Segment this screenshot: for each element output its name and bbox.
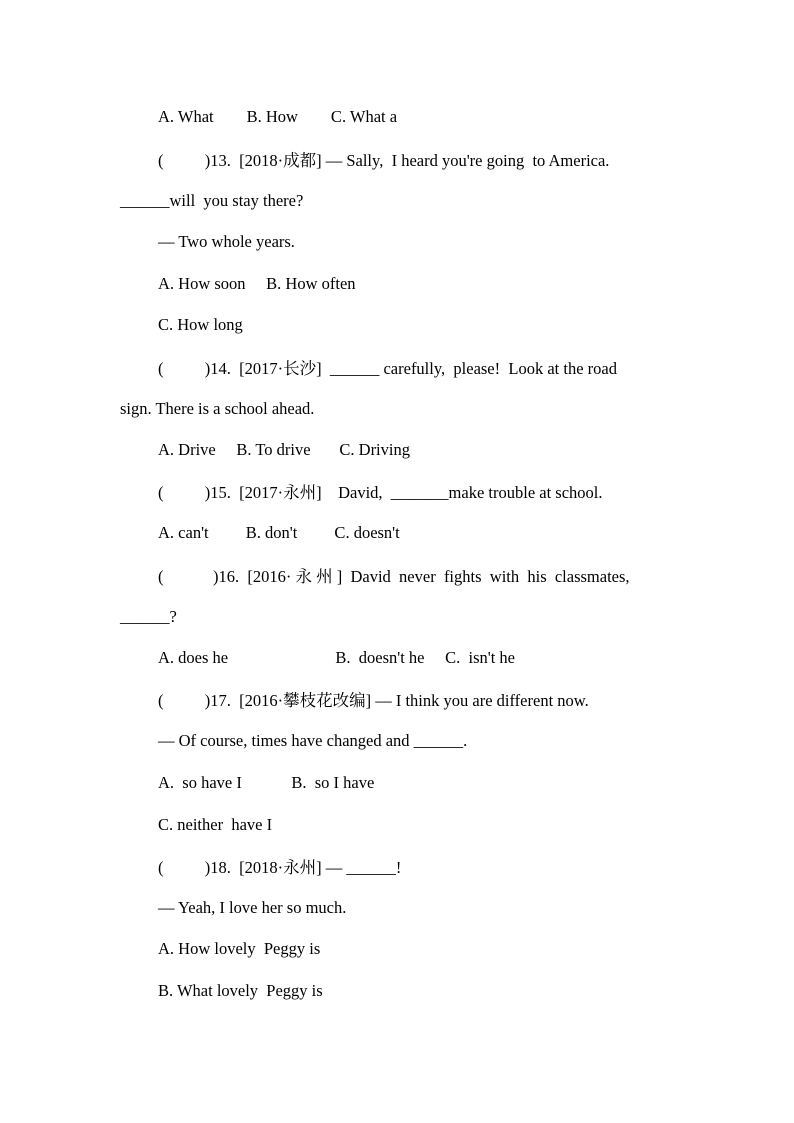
q17-option-c: C. neither have I bbox=[158, 815, 273, 834]
q13-options-ab: A. How soon B. How often bbox=[158, 274, 356, 293]
q15-options: A. can't B. don't C. doesn't bbox=[158, 523, 400, 542]
q17-stem: ( )17. [2016·攀枝花改编] — I think you are different now. bbox=[158, 691, 589, 710]
q16-options: A. does he B. doesn't he C. isn't he bbox=[158, 648, 516, 667]
q14-stem-continued: sign. There is a school ahead. bbox=[120, 399, 315, 418]
q17-reply: — Of course, times have changed and ______. bbox=[158, 731, 468, 750]
q18-option-a: A. How lovely Peggy is bbox=[158, 939, 321, 958]
q15-stem: ( )15. [2017·永州] David, _______make trouble at school. bbox=[158, 483, 603, 502]
q13-reply: — Two whole years. bbox=[158, 232, 295, 251]
q13-option-c: C. How long bbox=[158, 315, 243, 334]
q14-stem: ( )14. [2017·长沙] ______ carefully, please! Look at the road bbox=[158, 359, 617, 378]
q16-stem-continued: ______? bbox=[120, 607, 177, 626]
q17-options-ab: A. so have I B. so I have bbox=[158, 773, 375, 792]
q14-options: A. Drive B. To drive C. Driving bbox=[158, 440, 410, 459]
q12-options: A. What B. How C. What a bbox=[158, 107, 398, 126]
q13-stem-continued: ______will you stay there? bbox=[120, 191, 304, 210]
q13-stem: ( )13. [2018·成都] — Sally, I heard you're going to America. bbox=[158, 151, 610, 170]
q18-option-b: B. What lovely Peggy is bbox=[158, 981, 323, 1000]
q16-stem: ( )16. [2016· 永 州 ] David never fights with his classmates, bbox=[158, 567, 630, 586]
q18-stem: ( )18. [2018·永州] — ______! bbox=[158, 858, 402, 877]
q18-reply: — Yeah, I love her so much. bbox=[158, 898, 347, 917]
